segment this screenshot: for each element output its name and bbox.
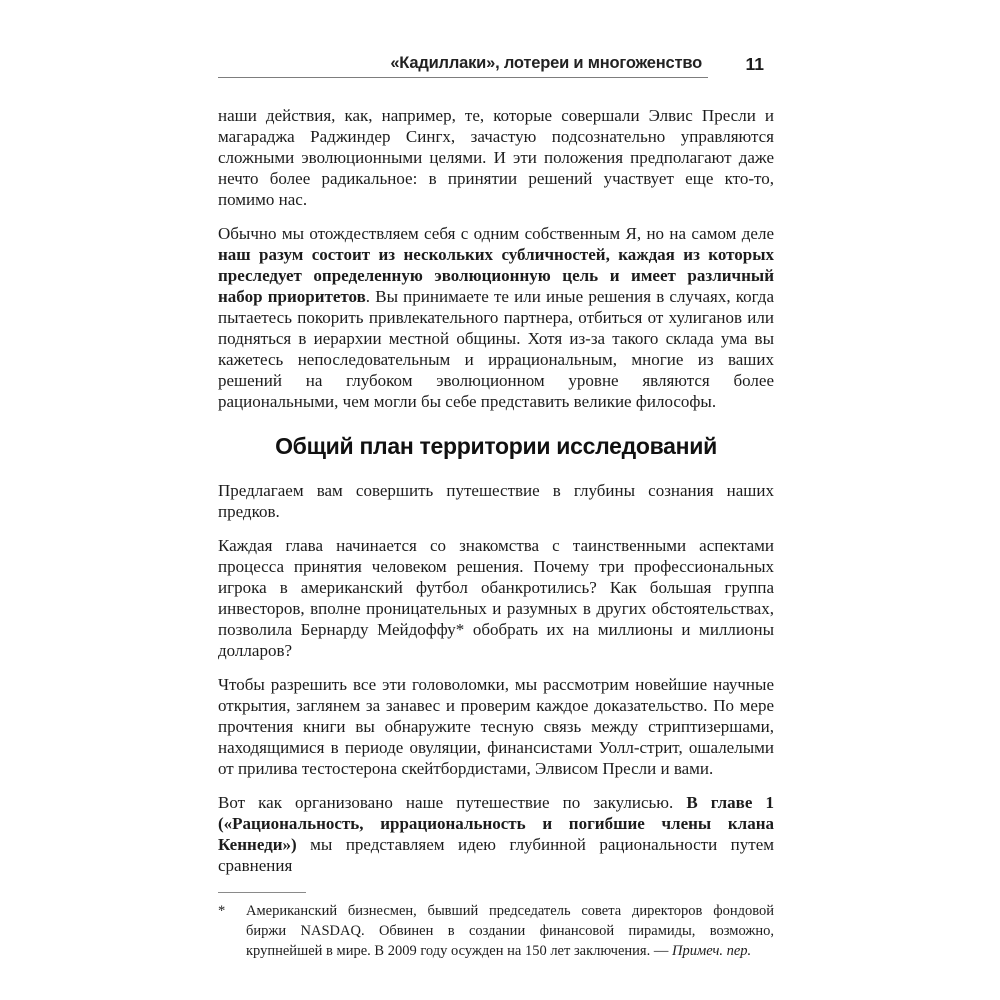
- text-run: Вот как организовано наше путешествие по закулисью.: [218, 793, 687, 812]
- text-run-italic: Примеч. пер.: [671, 943, 752, 959]
- text-run: Американский бизнесмен, бывший председатель совета директоров фондовой биржи NASDAQ. Обвинен в создании финансовой пирамиды, возможно, крупнейшей в мире. В 2009 году осужден на 150 лет заключения. —: [246, 903, 774, 959]
- running-title: «Кадиллаки», лотереи и многоженство: [218, 54, 708, 78]
- text-run: Предлагаем вам совершить путешествие в глубины сознания наших предков.: [218, 481, 774, 521]
- text-column: [218, 0, 774, 961]
- footnote-rule: [218, 892, 306, 893]
- paragraph: [218, 223, 774, 412]
- page-header: [218, 54, 774, 78]
- page-number: 11: [745, 54, 764, 74]
- paragraph-continuation: [218, 105, 774, 210]
- paragraph: [218, 535, 774, 661]
- section-heading: Общий план территории исследований: [275, 433, 717, 459]
- paragraph: [218, 792, 774, 876]
- footnote-marker: *: [218, 903, 226, 919]
- footnote-text: [246, 901, 774, 961]
- text-run: Чтобы разрешить все эти головоломки, мы рассмотрим новейшие научные открытия, заглянем за занавес и проверим каждое доказательство. По мере прочтения книги вы обнаружите тесную связь между стриптизершами, находящимися в периоде овуляции, финансистами Уолл-стрит, ошалелыми от прилива тестостерона скейтбордистами, Элвисом Пресли и вами.: [218, 675, 774, 778]
- footnote-body: [218, 901, 774, 961]
- text-run: Обычно мы отождествляем себя с одним собственным Я, но на самом деле: [218, 224, 774, 243]
- text-run-bold: В главе 1 («Рациональность, иррациональность и погибшие члены клана Кеннеди»): [218, 793, 775, 854]
- text-run: наши действия, как, например, те, которые совершали Элвис Пресли и магараджа Раджиндер Сингх, зачастую подсознательно управляются сложными эволюционными целями. И эти положения предполагают даже нечто более радикальное: в принятии решений участвует еще кто-то, помимо нас.: [218, 106, 774, 209]
- text-run-bold: наш разум состоит из нескольких субличностей, каждая из которых преследует определенную эволюционную цель и имеет различный набор приоритетов: [218, 245, 774, 306]
- footnote: [218, 892, 774, 961]
- text-run: . Вы принимаете те или иные решения в случаях, когда пытаетесь покорить привлекательного партнера, отбиться от хулиганов или подняться в иерархии местной общины. Хотя из-за такого склада ума вы кажетесь непоследовательным и иррациональным, многие из ваших решений на глубоком эволюционном уровне являются более рациональными, чем могли бы себе представить великие философы.: [218, 287, 774, 411]
- page-body: [218, 105, 774, 876]
- paragraph: [218, 480, 774, 522]
- text-run: мы представляем идею глубинной рациональности путем сравнения: [218, 835, 774, 875]
- text-run: Каждая глава начинается со знакомства с таинственными аспектами процесса принятия человеком решения. Почему три профессиональных игрока в американский футбол обанкротились? Как большая группа инвесторов, вполне проницательных и разумных в других обстоятельствах, позволила Бернарду Мейдоффу* обобрать их на миллионы и миллионы долларов?: [218, 536, 774, 660]
- paragraph: [218, 674, 774, 779]
